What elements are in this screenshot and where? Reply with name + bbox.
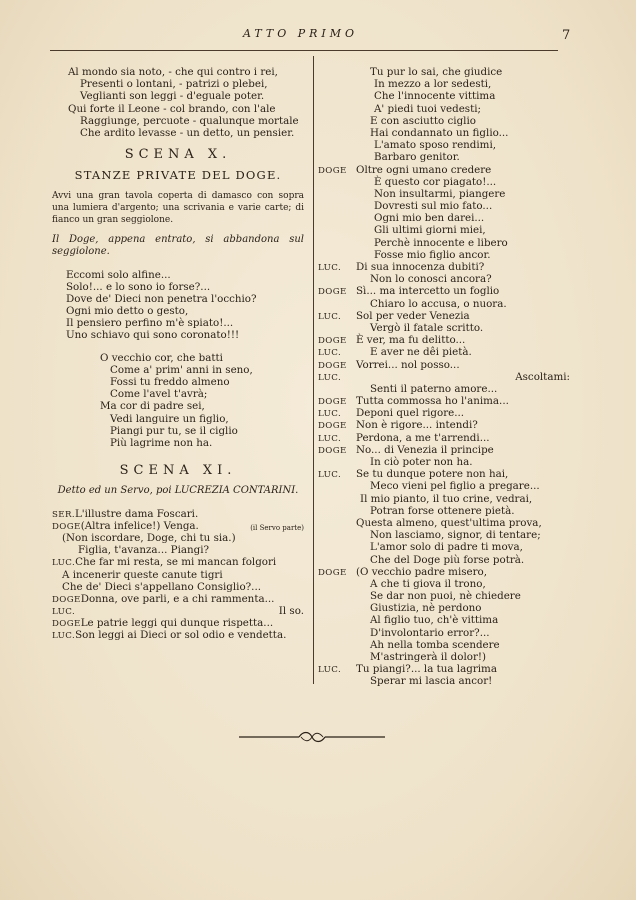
monologue [52, 269, 304, 342]
line-text: Non è rigore... intendi? [356, 419, 478, 432]
dialogue-line [318, 602, 570, 614]
dialogue-line [318, 273, 570, 285]
line-text: Di sua innocenza dubiti? [356, 261, 485, 273]
speaker-label: DOGE [52, 521, 81, 532]
aria [52, 352, 304, 450]
line-text: Non insultarmi, piangere [374, 187, 506, 200]
line-text: (Non iscordare, Doge, chi tu sia.) [62, 531, 236, 544]
line-text: Se tu dunque potere non hai, [356, 468, 509, 481]
dialogue-line [318, 90, 570, 102]
line-text: Giustizia, nè perdono [370, 602, 482, 615]
verse-line: Il pensiero perfino m'è spiato!... [66, 317, 234, 330]
dialogue-line [318, 298, 570, 310]
speaker-label: DOGE [318, 165, 347, 176]
dialogue-line [318, 383, 570, 395]
line-text: E aver ne dêi pietà. [370, 346, 472, 359]
page-number: 7 [562, 28, 571, 43]
dialogue-line [318, 493, 570, 505]
line-text: È ver, ma fu delitto... [356, 334, 466, 347]
dialogue-line [318, 310, 570, 322]
dialogue-line [318, 639, 570, 651]
opening-verses [52, 66, 304, 139]
verse-line: Vedi languire un figlio, [110, 412, 229, 425]
line-text: A' piedi tuoi vedesti; [374, 102, 481, 115]
dialogue-line [318, 468, 570, 480]
dialogue-line [318, 334, 570, 346]
dialogue-line [318, 139, 570, 151]
line-text: È questo cor piagato!... [374, 175, 497, 188]
dialogue-line [318, 188, 570, 200]
verse-line: Fossi tu freddo almeno [110, 376, 230, 389]
line-text: A che ti giova il trono, [370, 577, 486, 590]
dialogue-line [318, 517, 570, 529]
left-column [52, 66, 304, 642]
dialogue-line [52, 508, 304, 520]
speaker-label: LUC. [318, 311, 342, 322]
line-text: Le patrie leggi qui dunque rispetta... [80, 617, 274, 630]
stage-note: (il Servo parte) [250, 523, 304, 532]
dialogue-line [318, 419, 570, 431]
dialogue-line [318, 249, 570, 261]
setting-title: STANZE PRIVATE DEL DOGE. [74, 168, 282, 183]
header-rule [50, 50, 558, 51]
speaker-label: LUC. [318, 409, 342, 420]
stage-direction-italic: Il Doge, appena entrato, si abbandona sul seggiolone. [52, 234, 304, 258]
dialogue-line [318, 480, 570, 492]
line-text: M'astringerà il dolor!) [370, 651, 487, 663]
dialogue-line [318, 164, 570, 176]
dialogue-line [318, 663, 570, 675]
line-text: L'illustre dama Foscari. [74, 507, 199, 520]
line-text: Perdona, a me t'arrendi... [356, 431, 490, 444]
line-text: Tu piangi?... la tua lagrima [356, 663, 497, 676]
line-text: Che del Doge più forse potrà. [370, 553, 525, 566]
dialogue-line [318, 78, 570, 90]
line-text-right: Ascoltami: [515, 370, 570, 383]
dialogue-line [318, 371, 570, 383]
line-text: Oltre ogni umano credere [356, 163, 492, 176]
running-head: ATTO PRIMO [243, 27, 359, 40]
ornament-divider [237, 730, 387, 744]
speaker-label: DOGE [318, 360, 347, 371]
speaker-label: DOGE [318, 421, 347, 432]
verse-line: Al mondo sia noto, - che qui contro i rei, [68, 66, 278, 78]
dialogue-line [52, 593, 304, 605]
line-text: Ah nella tomba scendere [370, 638, 500, 651]
verse-line: Eccomi solo alfine... [66, 268, 171, 281]
scene-heading: SCENA X. [124, 147, 232, 163]
line-text-right: Il so. [278, 605, 304, 618]
line-text: E con asciutto ciglio [370, 114, 476, 127]
verse-line: Presenti o lontani, - patrizi o plebei, [80, 78, 268, 91]
line-text: Gli ultimi giorni miei, [374, 224, 486, 237]
line-text: A incenerir queste canute tigri [62, 568, 223, 581]
dialogue-line [318, 578, 570, 590]
dialogue-line [318, 444, 570, 456]
speaker-label: LUC. [52, 631, 76, 642]
line-text: Perchè innocente e libero [374, 236, 508, 249]
verse-line: Uno schiavo qui sono coronato!!! [66, 329, 240, 342]
line-text: Che far mi resta, se mi mancan folgori [75, 556, 277, 569]
dialogue-line [318, 212, 570, 224]
line-text: L'amor solo di padre ti mova, [370, 541, 523, 554]
dialogue-line [318, 529, 570, 541]
line-text: D'involontario error?... [370, 626, 490, 639]
line-text: (O vecchio padre misero, [356, 565, 488, 578]
dialogue-line [318, 115, 570, 127]
column-divider [313, 56, 314, 684]
line-text: (Altra infelice!) Venga. [80, 519, 199, 532]
verse-line: Ma cor di padre sei, [100, 400, 205, 413]
verse-line: Veglianti son leggi - d'eguale poter. [80, 90, 265, 103]
line-text: Barbaro genitor. [374, 151, 460, 164]
line-text: Tu pur lo sai, che giudice [370, 66, 503, 78]
dialogue-line [318, 505, 570, 517]
right-column [318, 66, 570, 688]
dialogue [52, 508, 304, 642]
speaker-label: DOGE [318, 287, 347, 298]
dialogue-line [52, 520, 304, 532]
line-text: Vergò il fatale scritto. [370, 321, 484, 334]
dialogue-line [52, 556, 304, 568]
dialogue-line [52, 629, 304, 641]
speaker-label: LUC. [52, 558, 76, 569]
dialogue-line [318, 359, 570, 371]
speaker-label: LUC. [318, 470, 342, 481]
dialogue-line [52, 617, 304, 629]
line-text: Chiaro lo accusa, o nuora. [370, 297, 507, 310]
line-text: No... di Venezia il principe [356, 443, 494, 456]
verse-line: Piangi pur tu, se il ciglio [110, 424, 238, 437]
stage-direction: Avvi una gran tavola coperta di damasco con sopra una lumiera d'argento; una scrivania e varie carte; di fianco un gran seggiolone. [52, 190, 304, 225]
verse-line: Raggiunge, percuote - qualunque mortale [80, 114, 299, 127]
dialogue-line [52, 569, 304, 581]
dialogue-line [318, 456, 570, 468]
line-text: Potran forse ottenere pietà. [370, 504, 515, 517]
scene-heading: SCENA XI. [119, 463, 237, 479]
dialogue-line [318, 407, 570, 419]
dialogue-line [318, 395, 570, 407]
dialogue-line [318, 285, 570, 297]
verse-line: Qui forte il Leone - col brando, con l'ale [68, 102, 276, 115]
speaker-label: DOGE [318, 397, 347, 408]
stage-direction-italic: Detto ed un Servo, poi LUCREZIA CONTARINI. [57, 485, 299, 497]
speaker-label: DOGE [52, 594, 81, 605]
dialogue-line [318, 127, 570, 139]
dialogue-line [318, 322, 570, 334]
dialogue-line [52, 581, 304, 593]
dialogue-line [318, 554, 570, 566]
dialogue-line [318, 432, 570, 444]
line-text: Non lo conosci ancora? [370, 273, 492, 286]
line-text: Questa almeno, quest'ultima prova, [356, 516, 542, 529]
speaker-label: SER. [52, 509, 75, 520]
dialogue-line [318, 200, 570, 212]
speaker-label: DOGE [318, 567, 347, 578]
speaker-label: LUC. [318, 263, 342, 273]
line-text: Deponi quel rigore... [356, 407, 465, 420]
verse-line: O vecchio cor, che batti [100, 351, 223, 364]
line-text: Che de' Dieci s'appellano Consiglio?... [62, 580, 262, 593]
speaker-label: LUC. [318, 433, 342, 444]
dialogue-line [318, 590, 570, 602]
line-text: Senti il paterno amore... [370, 382, 498, 395]
dialogue-line [318, 261, 570, 273]
line-text: Non lasciamo, signor, di tentare; [370, 529, 541, 542]
speaker-label: LUC. [318, 372, 342, 383]
line-text: Figlia, t'avanza... Piangi? [78, 544, 210, 557]
dialogue-line [52, 544, 304, 556]
dialogue-line [318, 224, 570, 236]
dialogue-line [318, 176, 570, 188]
line-text: Tutta commossa ho l'anima... [356, 395, 509, 408]
dialogue-line [318, 66, 570, 78]
line-text: Il mio pianto, il tuo crine, vedrai, [360, 492, 533, 505]
speaker-label: DOGE [52, 619, 81, 630]
verse-line: Come a' prim' anni in seno, [110, 363, 253, 376]
verse-line: Solo!... e lo sono io forse?... [66, 280, 211, 293]
speaker-label: LUC. [318, 348, 342, 359]
line-text: Fosse mio figlio ancor. [374, 248, 491, 261]
verse-line: Come l'avel t'avrà; [110, 388, 208, 401]
line-text: L'amato sposo rendimi, [374, 139, 497, 152]
dialogue-line [318, 237, 570, 249]
line-text: Al figlio tuo, ch'è vittima [370, 614, 499, 627]
line-text: Ogni mio ben darei... [374, 212, 485, 225]
dialogue-line [318, 675, 570, 687]
line-text: Meco vieni pel figlio a pregare... [370, 480, 540, 493]
dialogue-line [318, 566, 570, 578]
dialogue-line [318, 614, 570, 626]
line-text: In mezzo a lor sedesti, [374, 78, 492, 91]
line-text: Dovresti sul mio fato... [374, 200, 493, 213]
dialogue-line [52, 605, 304, 617]
line-text: Vorrei... nol posso... [356, 358, 460, 371]
line-text: Che l'innocente vittima [374, 90, 496, 103]
verse-line: Che ardito levasse - un detto, un pensier. [80, 126, 295, 139]
line-text: Sperar mi lascia ancor! [370, 675, 493, 688]
line-text: Sol per veder Venezia [356, 309, 470, 322]
line-text: Hai condannato un figlio... [370, 126, 509, 139]
dialogue-line [318, 627, 570, 639]
speaker-label: LUC. [52, 607, 76, 618]
verse-line: Più lagrime non ha. [110, 436, 213, 449]
speaker-label: DOGE [318, 445, 347, 456]
line-text: Son leggi ai Dieci or sol odio e vendetta. [75, 629, 287, 642]
line-text: Se dar non puoi, nè chiedere [370, 590, 521, 603]
dialogue-line [318, 651, 570, 663]
dialogue-line [318, 103, 570, 115]
dialogue-line [318, 151, 570, 163]
verse-line: Ogni mio detto o gesto, [66, 305, 189, 318]
line-text: In ciò poter non ha. [370, 456, 473, 468]
line-text: Donna, ove parli, e a chi rammenta... [80, 592, 275, 605]
dialogue-line [318, 346, 570, 358]
speaker-label: DOGE [318, 336, 347, 347]
verse-line: Dove de' Dieci non penetra l'occhio? [66, 292, 257, 305]
speaker-label: LUC. [318, 665, 342, 676]
line-text: Sì... ma intercetto un foglio [356, 285, 500, 298]
dialogue-line [318, 541, 570, 553]
